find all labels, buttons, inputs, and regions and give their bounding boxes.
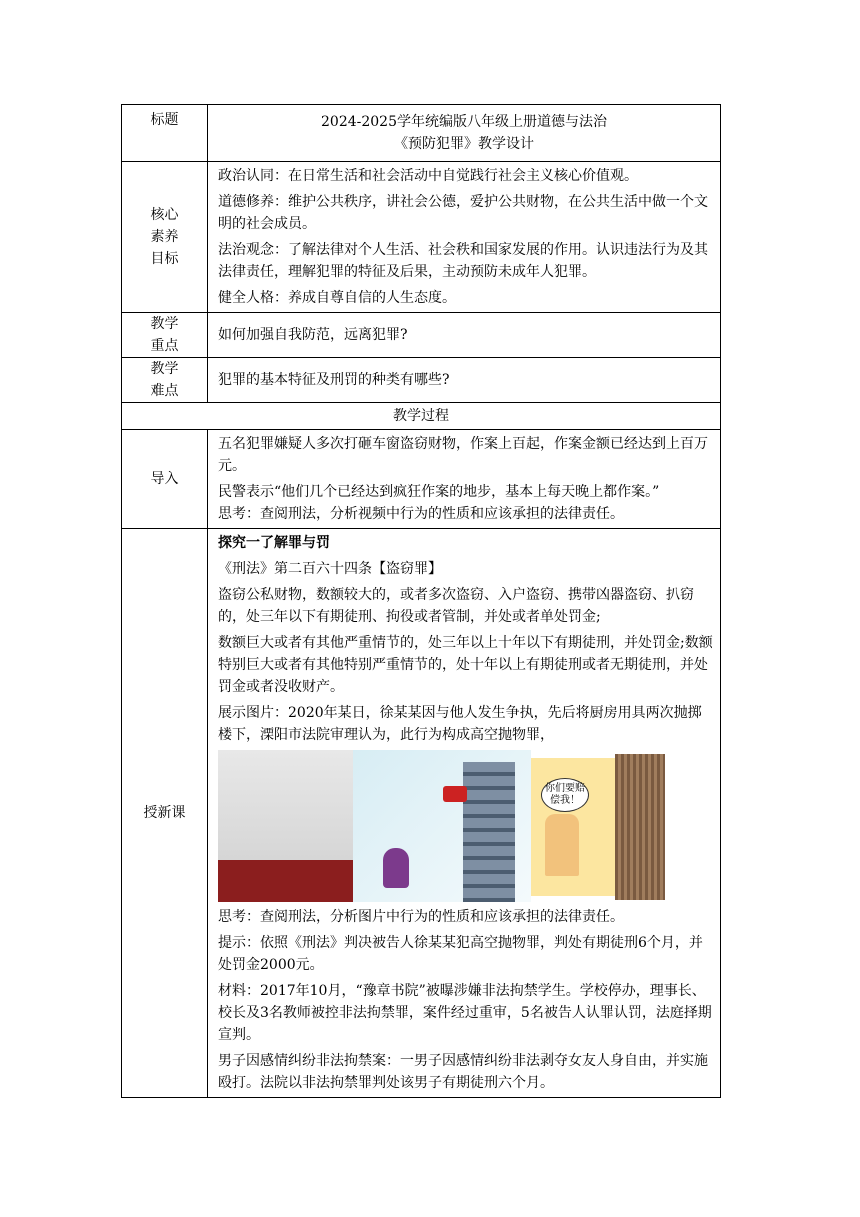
case-images — [218, 750, 715, 902]
title-row — [122, 105, 721, 162]
think-question: 思考：查阅刑法，分析图片中行为的性质和应该承担的法律责任。 — [218, 909, 624, 925]
document-title — [208, 105, 721, 162]
new-lesson-content — [208, 529, 721, 1098]
difficulty-row — [122, 358, 721, 403]
process-header: 教学过程 — [122, 403, 721, 430]
core-goals-content — [208, 162, 721, 313]
intro-paragraph: 民警表示“他们几个已经达到疯狂作案的地步，基本上每天晚上都作案。” — [218, 484, 660, 500]
key-point-label: 教学 重点 — [122, 313, 208, 358]
speech-bubble: 你们要赔偿我！ — [541, 778, 589, 812]
intro-paragraph: 思考：查阅刑法，分析视频中行为的性质和应该承担的法律责任。 — [218, 506, 624, 522]
goal-moral: 道德修养：维护公共秩序，讲社会公德，爱护公共财物，在公共生活中做一个文明的社会成员。 — [218, 194, 708, 232]
case-intro: 展示图片：2020年某日，徐某某因与他人发生争执，先后将厨房用具两次抛掷楼下，溧阳市法院审理认为，此行为构成高空抛物罪， — [218, 705, 702, 743]
difficulty-text: 犯罪的基本特征及刑罚的种类有哪些? — [208, 358, 721, 403]
throwing-objects-cartoon-image — [353, 750, 531, 902]
title-line-1: 2024-2025学年统编版八年级上册道德与法治 — [321, 114, 607, 130]
lesson-plan-table — [121, 104, 721, 1098]
case-paragraph: 男子因感情纠纷非法拘禁案：一男子因感情纠纷非法剥夺女友人身自由，并实施殴打。法院以非法拘禁罪判处该男子有期徒刑六个月。 — [218, 1053, 708, 1091]
section-heading: 探究一了解罪与罚 — [218, 535, 330, 551]
difficulty-label: 教学 难点 — [122, 358, 208, 403]
law-article-title: 《刑法》第二百六十四条【盗窃罪】 — [218, 561, 442, 577]
hint-paragraph: 提示：依照《刑法》判决被告人徐某某犯高空抛物罪，判处有期徒刑6个月，并处罚金2000元。 — [218, 935, 703, 973]
process-header-row — [122, 403, 721, 430]
intro-label: 导入 — [122, 430, 208, 529]
goal-political: 政治认同：在日常生活和社会活动中自觉践行社会主义核心价值观。 — [218, 168, 638, 184]
new-lesson-row — [122, 529, 721, 1098]
law-paragraph: 数额巨大或者有其他严重情节的，处三年以上十年以下有期徒刑，并处罚金;数额特别巨大或者有其他特别严重情节的，处十年以上有期徒刑或者无期徒刑，并处罚金或者没收财产。 — [218, 635, 713, 695]
new-lesson-label: 授新课 — [122, 529, 208, 1098]
law-paragraph: 盗窃公私财物，数额较大的，或者多次盗窃、入户盗窃、携带凶器盗窃、扒窃的，处三年以下有期徒刑、拘役或者管制，并处或者单处罚金; — [218, 587, 694, 625]
intro-paragraph: 五名犯罪嫌疑人多次打砸车窗盗窃财物，作案上百起，作案金额已经达到上百万元。 — [218, 436, 708, 474]
core-goals-label: 核心 素养 目标 — [122, 162, 208, 313]
compensation-cartoon-image — [531, 750, 669, 902]
core-goals-row — [122, 162, 721, 313]
title-line-2: 《预防犯罪》教学设计 — [394, 136, 534, 152]
key-point-row — [122, 313, 721, 358]
intro-content — [208, 430, 721, 529]
key-point-text: 如何加强自我防范，远离犯罪? — [208, 313, 721, 358]
goal-law: 法治观念：了解法律对个人生活、社会秩和国家发展的作用。认识违法行为及其法律责任，理解犯罪的特征及后果，主动预防未成年人犯罪。 — [218, 242, 708, 280]
material-paragraph: 材料：2017年10月，“豫章书院”被曝涉嫌非法拘禁学生。学校停办，理事长、校长及3名教师被控非法拘禁罪，案件经过重审，5名被告人认罪认罚，法庭择期宣判。 — [218, 983, 712, 1043]
goal-personality: 健全人格：养成自尊自信的人生态度。 — [218, 290, 456, 306]
police-cartoon-image — [218, 750, 353, 902]
image-caption-band — [218, 860, 353, 902]
intro-row — [122, 430, 721, 529]
title-label: 标题 — [122, 105, 208, 162]
